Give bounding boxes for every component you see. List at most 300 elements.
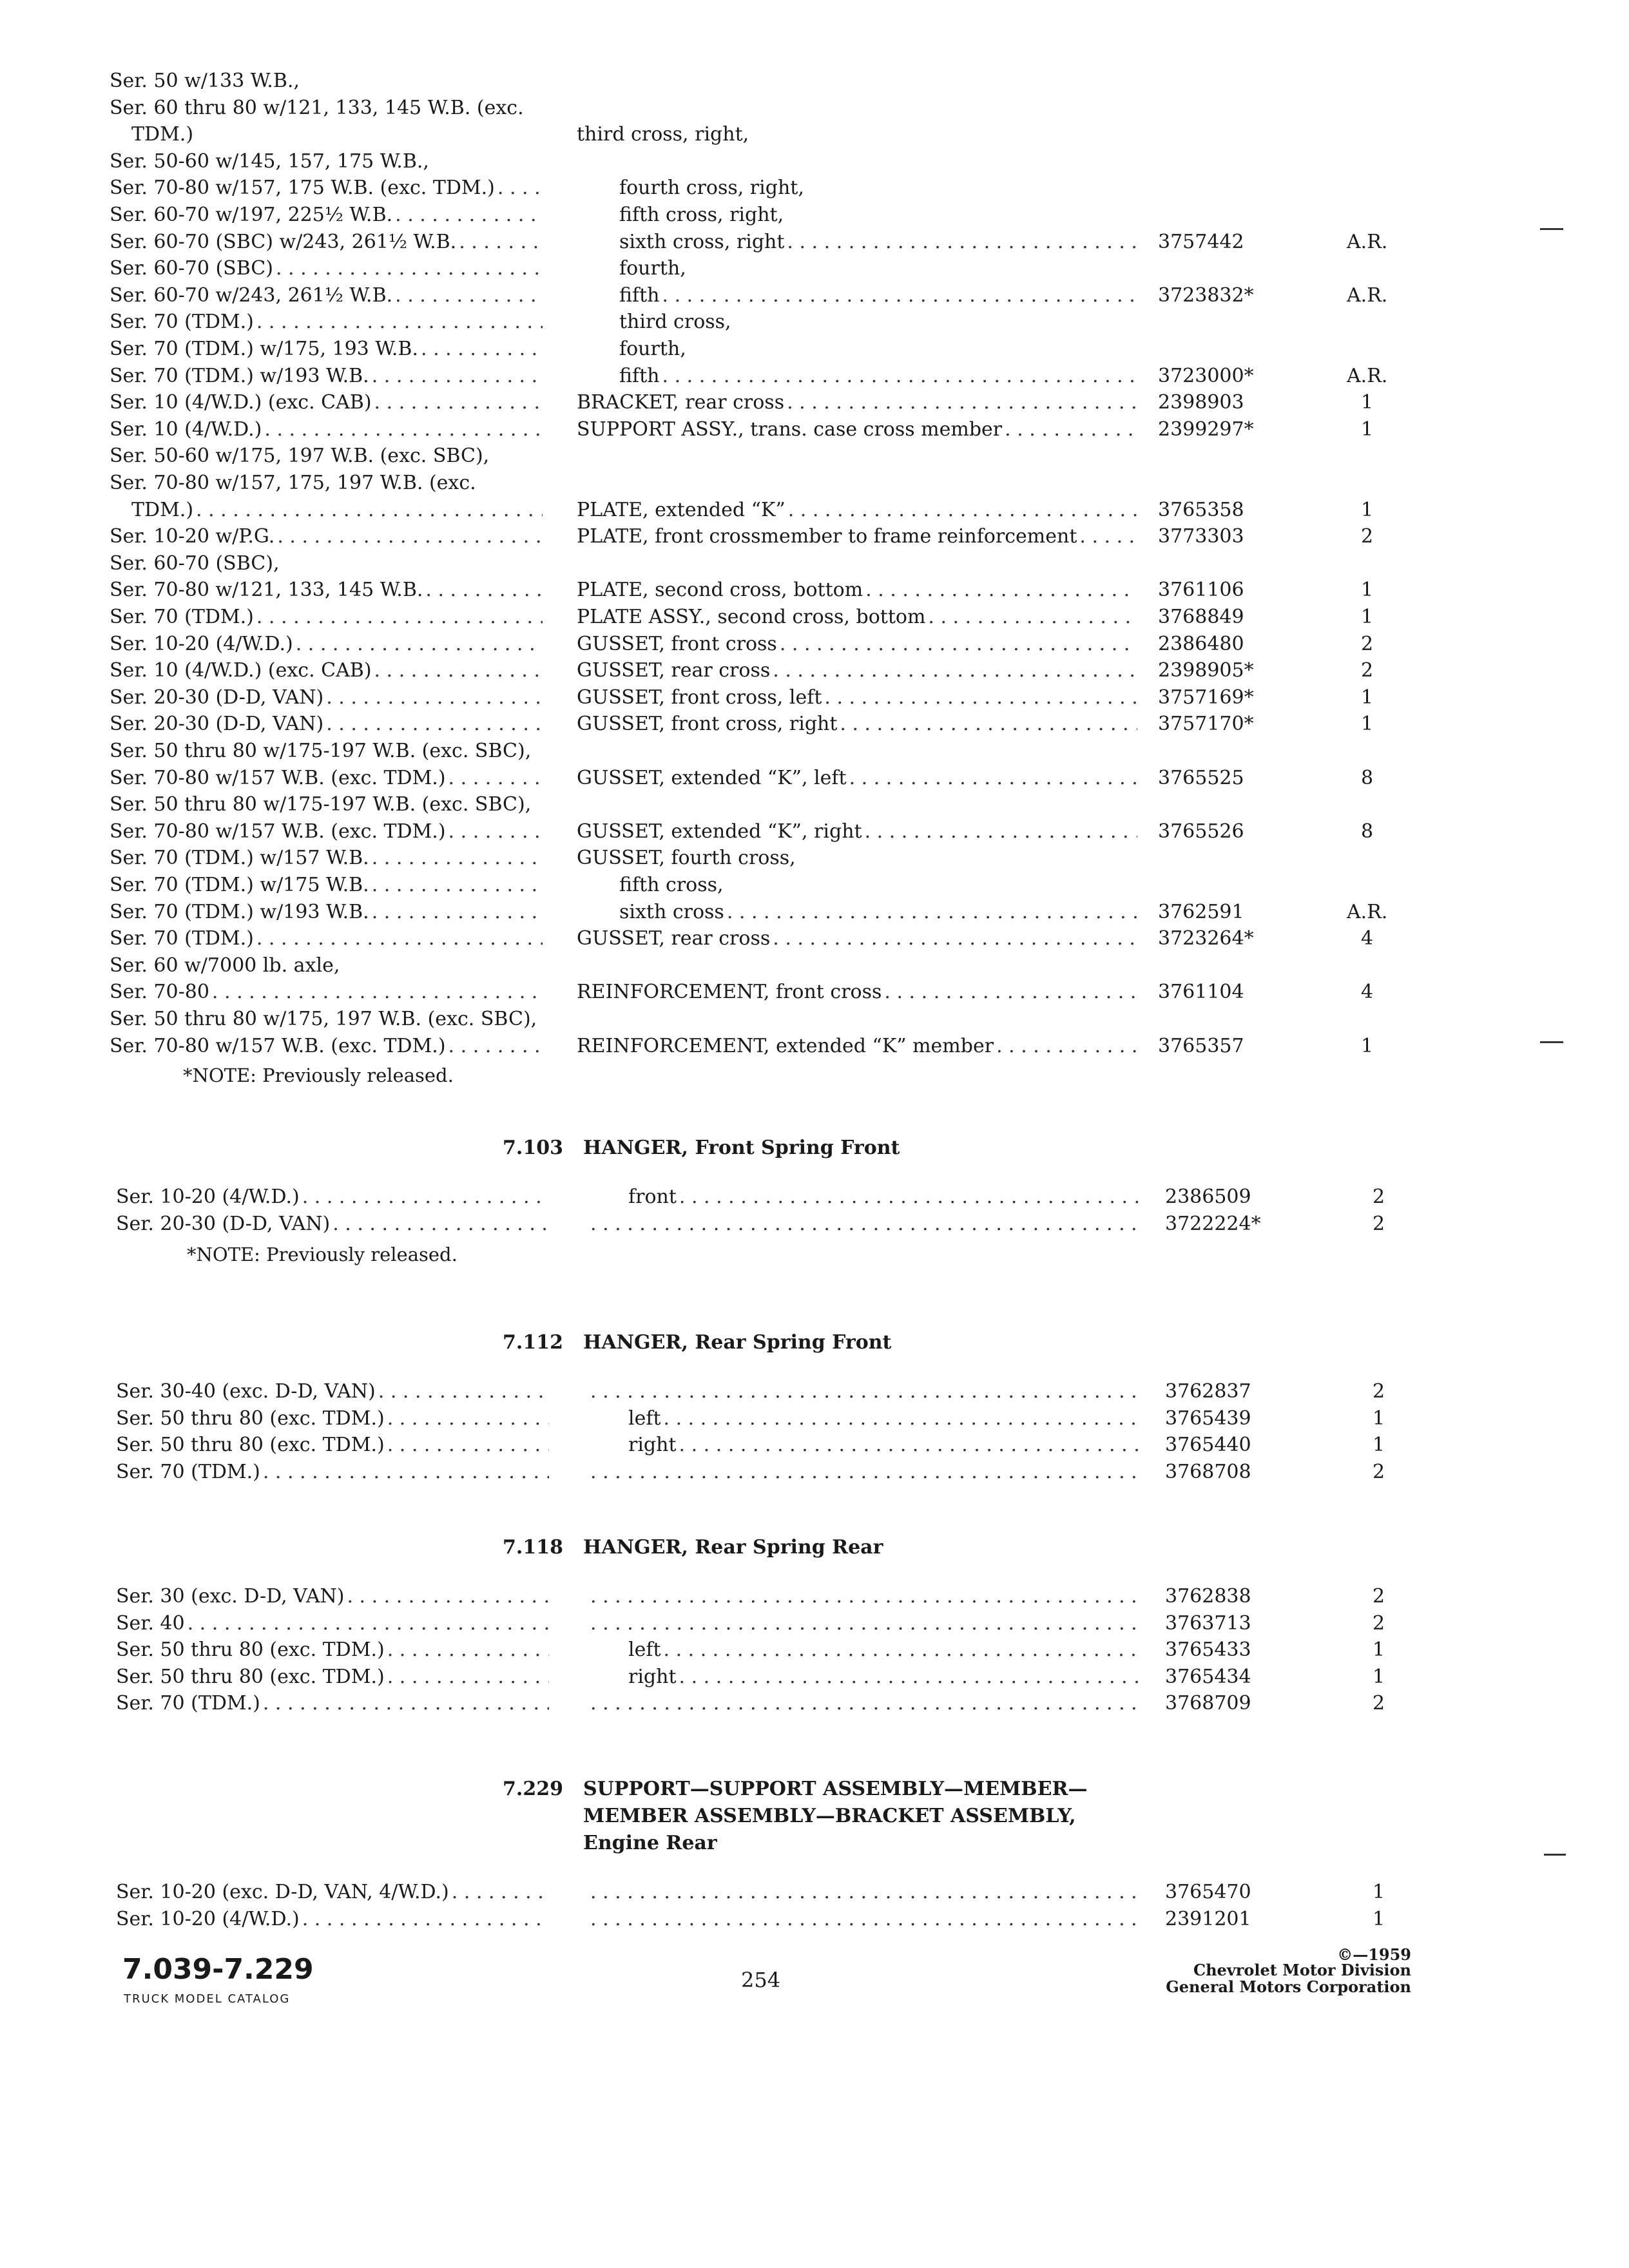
dot-leader: [590, 1210, 1141, 1238]
quantity: A.R.: [1347, 365, 1388, 387]
dot-leader: [773, 925, 1137, 953]
part-number: 3757169*: [1158, 686, 1254, 709]
page-number: 254: [741, 1968, 781, 1992]
application-line-text: Ser. 70-80 w/157, 175 W.B. (exc. TDM.): [110, 177, 495, 199]
quantity: 1: [1373, 1881, 1385, 1903]
part-description: [628, 1431, 1141, 1459]
part-description: [619, 308, 1137, 336]
section-code: 7.229: [503, 1778, 563, 1800]
application-line-text: Ser. 60-70 (SBC): [110, 257, 273, 280]
part-number: 3765439: [1165, 1407, 1251, 1430]
dot-leader: [395, 282, 543, 310]
application-line-text: Ser. 70-80 w/157 W.B. (exc. TDM.): [110, 1035, 446, 1057]
part-description: [619, 898, 1137, 927]
application-line-text: Ser. 20-30 (D-D, VAN): [110, 686, 324, 709]
application-line: [116, 1689, 549, 1718]
dot-leader: [256, 308, 543, 336]
quantity: 1: [1361, 391, 1374, 414]
part-description: [577, 523, 1137, 551]
application-line: [131, 496, 543, 524]
quantity: 2: [1361, 525, 1374, 548]
application-line-text: Ser. 60 thru 80 w/121, 133, 145 W.B. (exc.: [110, 97, 524, 119]
part-description: [588, 1378, 1141, 1406]
dot-leader: [448, 1032, 543, 1061]
application-line-text: Ser. 50 thru 80 (exc. TDM.): [116, 1407, 385, 1430]
part-description: [588, 1905, 1141, 1934]
application-line-text: Ser. 10 (4/W.D.): [110, 418, 262, 441]
application-line: [110, 818, 543, 846]
application-line-text: Ser. 70 (TDM.): [116, 1461, 260, 1483]
quantity: 1: [1361, 686, 1374, 709]
application-line: [110, 630, 543, 658]
application-line-text: Ser. 70-80 w/157 W.B. (exc. TDM.): [110, 820, 446, 843]
dot-leader: [347, 1582, 549, 1611]
quantity: 2: [1373, 1186, 1385, 1208]
part-description: [577, 389, 1137, 417]
part-number: 2391201: [1165, 1908, 1251, 1930]
quantity: 2: [1373, 1585, 1385, 1608]
catalog-name: TRUCK MODEL CATALOG: [124, 1992, 291, 2006]
application-line: [110, 710, 543, 738]
dot-leader: [664, 1636, 1141, 1664]
quantity: 8: [1361, 767, 1374, 789]
application-line: [110, 978, 543, 1006]
section-range: 7.039-7.229: [122, 1953, 314, 1986]
application-line-text: Ser. 10 (4/W.D.) (exc. CAB): [110, 391, 372, 414]
quantity: 1: [1373, 1407, 1385, 1430]
section-title: HANGER, Rear Spring Front: [583, 1331, 892, 1354]
part-number: 3761106: [1158, 579, 1244, 601]
part-description-text: GUSSET, front cross: [577, 633, 777, 655]
quantity: 2: [1373, 1692, 1385, 1715]
part-number: 3765358: [1158, 499, 1244, 521]
dot-leader: [372, 898, 543, 927]
application-line: [116, 1183, 549, 1211]
application-line-text: Ser. 50 thru 80 w/175, 197 W.B. (exc. SBC),: [110, 1008, 537, 1030]
dot-leader: [263, 1458, 549, 1486]
part-description-text: third cross,: [619, 311, 731, 333]
section-code: 7.112: [503, 1331, 563, 1354]
quantity: 2: [1373, 1612, 1385, 1635]
quantity: 1: [1361, 579, 1374, 601]
application-line-text: Ser. 70 (TDM.) w/175, 193 W.B.: [110, 338, 419, 360]
part-number: 2399297*: [1158, 418, 1254, 441]
dot-leader: [996, 1032, 1137, 1061]
margin-mark: [1544, 1854, 1566, 1856]
part-number: 3761104: [1158, 981, 1244, 1003]
part-description-text: GUSSET, rear cross: [577, 927, 771, 950]
application-line-text: Ser. 70 (TDM.) w/175 W.B.: [110, 874, 369, 896]
application-line: [110, 389, 543, 417]
application-line-text: Ser. 50-60 w/145, 157, 175 W.B.,: [110, 150, 429, 173]
part-number: 3765525: [1158, 767, 1244, 789]
part-description-text: SUPPORT ASSY., trans. case cross member: [577, 418, 1003, 441]
application-line: [110, 952, 543, 980]
part-number: 3757170*: [1158, 713, 1254, 735]
application-line-text: Ser. 70-80 w/157 W.B. (exc. TDM.): [110, 767, 446, 789]
part-description: [577, 630, 1137, 658]
dot-leader: [302, 1183, 549, 1211]
part-description: [619, 255, 1137, 283]
quantity: A.R.: [1347, 231, 1388, 253]
dot-leader: [590, 1378, 1141, 1406]
part-number: 3762838: [1165, 1585, 1251, 1608]
part-description: [628, 1636, 1141, 1664]
application-line: [116, 1636, 549, 1664]
part-description-text: GUSSET, front cross, right: [577, 713, 838, 735]
dot-leader: [277, 523, 543, 551]
part-description: [619, 282, 1137, 310]
part-description: [577, 925, 1137, 953]
application-line: [110, 925, 543, 953]
application-line: [131, 120, 543, 149]
application-line-text: Ser. 70 (TDM.): [110, 311, 254, 333]
part-description-text: right: [628, 1434, 677, 1456]
part-number: 3765357: [1158, 1035, 1244, 1057]
part-description: [619, 335, 1137, 363]
dot-leader: [787, 228, 1137, 256]
quantity: 1: [1373, 1666, 1385, 1688]
part-number: 2386509: [1165, 1186, 1251, 1208]
application-line-text: Ser. 10 (4/W.D.) (exc. CAB): [110, 659, 372, 682]
dot-leader: [276, 255, 543, 283]
part-description-text: GUSSET, rear cross: [577, 659, 771, 682]
application-line: [110, 335, 543, 363]
part-description: [577, 576, 1137, 604]
part-description: [619, 228, 1137, 256]
dot-leader: [780, 630, 1137, 658]
application-line: [116, 1210, 549, 1238]
publisher-corp: General Motors Corporation: [1166, 1977, 1411, 1996]
part-number: 2398905*: [1158, 659, 1254, 682]
application-line: [110, 282, 543, 310]
part-description-text: PLATE, extended “K”: [577, 499, 786, 521]
application-line: [110, 791, 543, 819]
dot-leader: [590, 1689, 1141, 1718]
application-line-text: Ser. 70 (TDM.) w/193 W.B.: [110, 901, 369, 923]
part-description-text: right: [628, 1666, 677, 1688]
application-line-text: Ser. 60-70 (SBC) w/243, 261½ W.B.: [110, 231, 457, 253]
application-line: [110, 67, 543, 95]
part-number: 3762591: [1158, 901, 1244, 923]
quantity: 1: [1373, 1434, 1385, 1456]
application-line-text: Ser. 70 (TDM.): [110, 927, 254, 950]
part-description: [588, 1689, 1141, 1718]
application-line: [110, 201, 543, 229]
part-description: [628, 1405, 1141, 1433]
application-line-text: Ser. 30 (exc. D-D, VAN): [116, 1585, 345, 1608]
part-description-text: third cross, right,: [577, 123, 749, 146]
dot-leader: [264, 416, 543, 444]
part-description: [619, 174, 1137, 202]
application-line-text: Ser. 70-80 w/121, 133, 145 W.B.: [110, 579, 423, 601]
dot-leader: [1079, 523, 1137, 551]
part-description-text: fifth: [619, 365, 660, 387]
application-line-text: Ser. 20-30 (D-D, VAN): [110, 713, 324, 735]
dot-leader: [865, 818, 1137, 846]
part-description-text: PLATE, front crossmember to frame reinforcement: [577, 525, 1077, 548]
part-description-text: left: [628, 1639, 661, 1661]
dot-leader: [884, 978, 1137, 1006]
part-description-text: front: [628, 1186, 677, 1208]
publisher-division: Chevrolet Motor Division: [1193, 1961, 1411, 1979]
dot-leader: [302, 1905, 549, 1934]
part-number: 3765440: [1165, 1434, 1251, 1456]
part-number: 3757442: [1158, 231, 1244, 253]
application-line-text: Ser. 40: [116, 1612, 185, 1635]
application-line: [116, 1378, 549, 1406]
footnote: *NOTE: Previously released.: [187, 1244, 458, 1265]
part-description: [577, 1032, 1137, 1061]
section-code: 7.118: [503, 1536, 563, 1559]
application-line-text: Ser. 10-20 (exc. D-D, VAN, 4/W.D.): [116, 1881, 449, 1903]
part-description: [628, 1663, 1141, 1691]
application-line-text: Ser. 10-20 (4/W.D.): [116, 1186, 300, 1208]
quantity: 2: [1361, 633, 1374, 655]
dot-leader: [590, 1878, 1141, 1907]
part-description-text: fourth,: [619, 338, 686, 360]
dot-leader: [374, 389, 543, 417]
part-description: [577, 496, 1137, 524]
application-line: [110, 1005, 543, 1033]
dot-leader: [590, 1905, 1141, 1934]
dot-leader: [679, 1663, 1141, 1691]
part-number: 3768709: [1165, 1692, 1251, 1715]
dot-leader: [387, 1405, 549, 1433]
application-line-text: Ser. 50 thru 80 w/175-197 W.B. (exc. SBC),: [110, 740, 532, 762]
part-description: [577, 764, 1137, 793]
dot-leader: [256, 925, 543, 953]
quantity: 1: [1361, 606, 1374, 628]
part-description: [619, 871, 1137, 899]
quantity: 8: [1361, 820, 1374, 843]
part-number: 3773303: [1158, 525, 1244, 548]
quantity: 1: [1361, 713, 1374, 735]
part-description-text: fourth cross, right,: [619, 177, 804, 199]
quantity: 4: [1361, 981, 1374, 1003]
part-description-text: GUSSET, fourth cross,: [577, 847, 796, 869]
application-line-text: Ser. 70-80: [110, 981, 209, 1003]
dot-leader: [326, 710, 543, 738]
part-description-text: GUSSET, extended “K”, left: [577, 767, 847, 789]
part-description: [588, 1210, 1141, 1238]
part-number: 3765434: [1165, 1666, 1251, 1688]
application-line: [116, 1431, 549, 1459]
part-description-text: fifth cross, right,: [619, 204, 784, 226]
application-line-text: Ser. 70 (TDM.): [116, 1692, 260, 1715]
part-number: 3723264*: [1158, 927, 1254, 950]
quantity: 2: [1361, 659, 1374, 682]
dot-leader: [727, 898, 1137, 927]
application-line: [116, 1582, 549, 1611]
application-line: [110, 871, 543, 899]
dot-leader: [372, 871, 543, 899]
part-description-text: PLATE, second cross, bottom: [577, 579, 863, 601]
copyright: ©—1959: [1337, 1945, 1411, 1964]
section-title: HANGER, Rear Spring Rear: [583, 1536, 883, 1559]
margin-mark: [1540, 1041, 1563, 1043]
dot-leader: [256, 603, 543, 631]
application-line-text: Ser. 20-30 (D-D, VAN): [116, 1213, 331, 1235]
part-description-text: fourth,: [619, 257, 686, 280]
part-description: [619, 362, 1137, 390]
application-line: [116, 1458, 549, 1486]
part-description-text: sixth cross, right: [619, 231, 785, 253]
quantity: 1: [1373, 1639, 1385, 1661]
application-line-text: Ser. 10-20 (4/W.D.): [110, 633, 293, 655]
part-description-text: fifth cross,: [619, 874, 724, 896]
application-line: [116, 1610, 549, 1638]
quantity: 1: [1373, 1908, 1385, 1930]
dot-leader: [664, 1405, 1141, 1433]
dot-leader: [590, 1458, 1141, 1486]
application-line-text: Ser. 50 thru 80 (exc. TDM.): [116, 1639, 385, 1661]
application-line: [110, 898, 543, 927]
application-line-text: Ser. 60-70 w/197, 225½ W.B.: [110, 204, 393, 226]
application-line: [110, 442, 543, 470]
application-line: [110, 550, 543, 578]
dot-leader: [263, 1689, 549, 1718]
application-line: [110, 148, 543, 176]
dot-leader: [590, 1610, 1141, 1638]
dot-leader: [662, 362, 1138, 390]
part-description: [588, 1458, 1141, 1486]
application-line: [116, 1905, 549, 1934]
part-number: 2398903: [1158, 391, 1244, 414]
application-line: [110, 94, 543, 122]
application-line: [110, 255, 543, 283]
part-description: [577, 818, 1137, 846]
dot-leader: [849, 764, 1137, 793]
part-description-text: GUSSET, extended “K”, right: [577, 820, 862, 843]
quantity: 2: [1373, 1213, 1385, 1235]
part-description-text: sixth cross: [619, 901, 724, 923]
part-description: [577, 603, 1137, 631]
part-description: [628, 1183, 1141, 1211]
part-number: 3723832*: [1158, 284, 1254, 307]
part-description: [588, 1610, 1141, 1638]
dot-leader: [372, 844, 543, 872]
part-number: 3762837: [1165, 1380, 1251, 1403]
dot-leader: [773, 657, 1137, 685]
dot-leader: [840, 710, 1137, 738]
part-number: 3763713: [1165, 1612, 1251, 1635]
part-number: 3768849: [1158, 606, 1244, 628]
application-line: [116, 1405, 549, 1433]
dot-leader: [188, 1610, 549, 1638]
section-code: 7.103: [503, 1137, 563, 1159]
dot-leader: [448, 764, 543, 793]
application-line: [116, 1878, 549, 1907]
application-line: [110, 576, 543, 604]
dot-leader: [421, 335, 543, 363]
dot-leader: [374, 657, 543, 685]
section-title: HANGER, Front Spring Front: [583, 1137, 900, 1159]
dot-leader: [452, 1878, 549, 1907]
dot-leader: [1005, 416, 1137, 444]
application-line-text: Ser. 60 w/7000 lb. axle,: [110, 954, 340, 977]
part-description: [588, 1878, 1141, 1907]
part-number: 3765433: [1165, 1639, 1251, 1661]
part-description-text: REINFORCEMENT, front cross: [577, 981, 882, 1003]
dot-leader: [387, 1636, 549, 1664]
application-line: [110, 764, 543, 793]
dot-leader: [448, 818, 543, 846]
dot-leader: [387, 1431, 549, 1459]
section-title: SUPPORT—SUPPORT ASSEMBLY—MEMBER—: [583, 1778, 1088, 1800]
quantity: 2: [1373, 1461, 1385, 1483]
application-line: [110, 737, 543, 765]
quantity: 1: [1361, 418, 1374, 441]
part-number: 2386480: [1158, 633, 1244, 655]
application-line: [110, 362, 543, 390]
part-description: [577, 416, 1137, 444]
dot-leader: [395, 201, 543, 229]
dot-leader: [824, 684, 1137, 712]
part-description: [577, 710, 1137, 738]
dot-leader: [865, 576, 1137, 604]
application-line-text: Ser. 50-60 w/175, 197 W.B. (exc. SBC),: [110, 445, 490, 467]
dot-leader: [326, 684, 543, 712]
dot-leader: [378, 1378, 549, 1406]
quantity: 2: [1373, 1380, 1385, 1403]
application-line: [110, 416, 543, 444]
part-description-text: REINFORCEMENT, extended “K” member: [577, 1035, 994, 1057]
application-line: [116, 1663, 549, 1691]
part-number: 3765470: [1165, 1881, 1251, 1903]
dot-leader: [679, 1183, 1141, 1211]
part-description-text: PLATE ASSY., second cross, bottom: [577, 606, 926, 628]
application-line-text: Ser. 70 (TDM.): [110, 606, 254, 628]
part-description: [577, 978, 1137, 1006]
application-line-text: Ser. 70 (TDM.) w/157 W.B.: [110, 847, 369, 869]
application-line-text: Ser. 10-20 (4/W.D.): [116, 1908, 300, 1930]
dot-leader: [787, 389, 1137, 417]
application-line-text: Ser. 30-40 (exc. D-D, VAN): [116, 1380, 376, 1403]
part-description-text: fifth: [619, 284, 660, 307]
dot-leader: [296, 630, 543, 658]
dot-leader: [788, 496, 1137, 524]
dot-leader: [387, 1663, 549, 1691]
dot-leader: [212, 978, 543, 1006]
part-description-text: left: [628, 1407, 661, 1430]
margin-mark: [1540, 228, 1563, 230]
application-line-text: Ser. 70-80 w/157, 175, 197 W.B. (exc.: [110, 472, 476, 494]
application-line: [110, 174, 543, 202]
application-line: [110, 308, 543, 336]
part-description: [577, 684, 1137, 712]
dot-leader: [679, 1431, 1141, 1459]
application-line-text: TDM.): [131, 123, 194, 146]
part-description: [577, 120, 1137, 149]
dot-leader: [196, 496, 543, 524]
application-line-text: Ser. 10-20 w/P.G.: [110, 525, 275, 548]
application-line: [110, 228, 543, 256]
part-number: 3722224*: [1165, 1213, 1261, 1235]
footnote: *NOTE: Previously released.: [183, 1064, 454, 1086]
dot-leader: [372, 362, 543, 390]
dot-leader: [497, 174, 543, 202]
part-description: [577, 844, 1137, 872]
application-line-text: Ser. 50 thru 80 w/175-197 W.B. (exc. SBC),: [110, 793, 532, 816]
quantity: 1: [1361, 499, 1374, 521]
application-line-text: TDM.): [131, 499, 194, 521]
application-line: [110, 684, 543, 712]
part-description: [619, 201, 1137, 229]
application-line-text: Ser. 50 thru 80 (exc. TDM.): [116, 1666, 385, 1688]
application-line-text: Ser. 60-70 (SBC),: [110, 552, 280, 575]
dot-leader: [662, 282, 1138, 310]
